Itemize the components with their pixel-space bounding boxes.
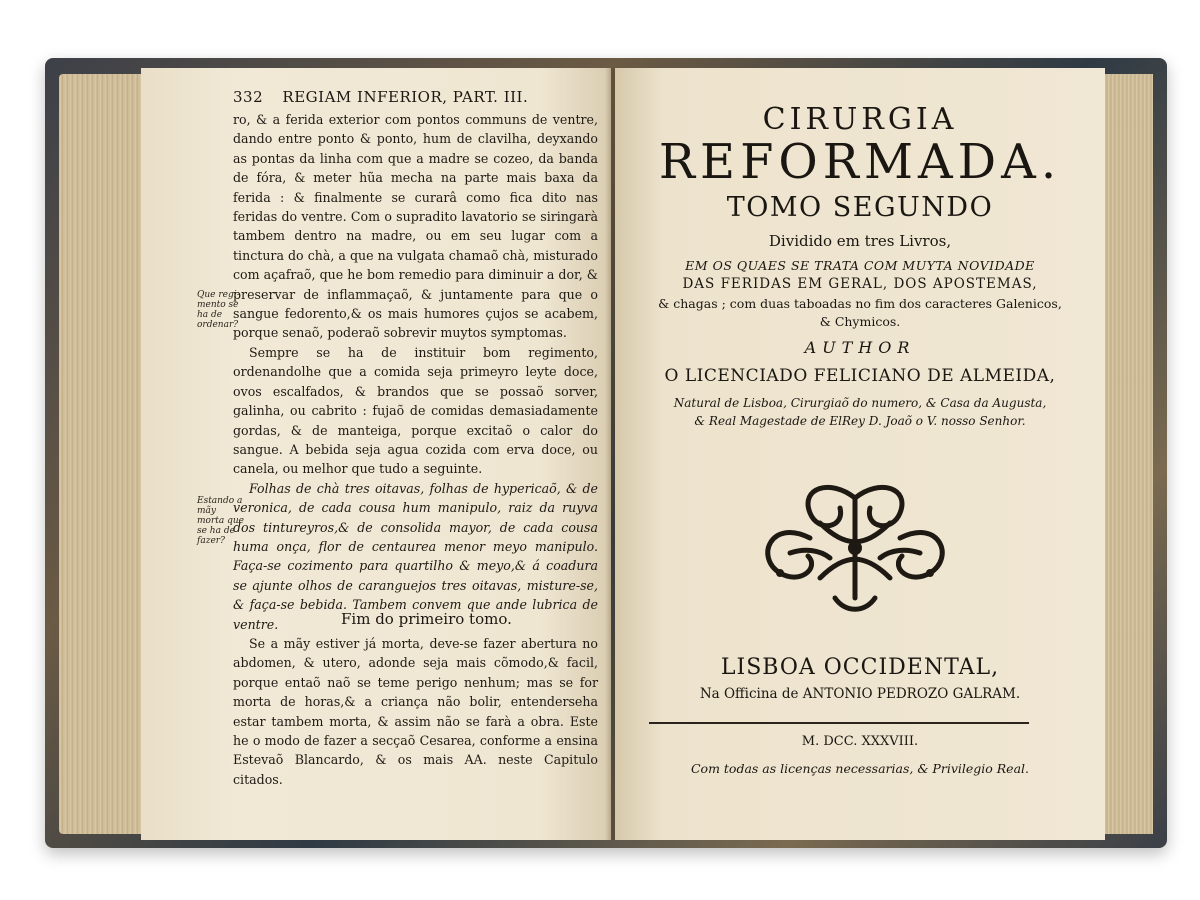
author-description-1: Natural de Lisboa, Cirurgiaõ do numero, & Casa da Augusta,	[673, 396, 1047, 410]
left-page	[141, 68, 611, 840]
paragraph-3: Se a mãy estiver já morta, deve-se fazer abertura no abdomen, & utero, adonde seja mais cõmodo,& facil, porque entaõ naõ se teme perigo nenhum; mas se for morta de horas,& a criança não bolir, entenderseha estar tambem morta, & assim não se farà a obra. Este he o modo de fazer a secçaõ Cesarea, conforme a ensina Estevaõ Blancardo, & os mais AA. neste Capitulo citados.	[233, 635, 598, 787]
paragraph-1: ro, & a ferida exterior com pontos communs de ventre, dando entre ponto & ponto, hum de clavilha, deyxando as pontas da linha com que a madre se cozeo, da banda de fóra, & meter hũa mecha na parte mais baxa da ferida : & finalmente se curarâ como fica dito nas feridas do ventre. Com o supradito lavatorio se siringarà tambem dentro na madre, ou em seu lugar com a tinctura do chà, a que na vulgata chamaõ chà, misturado com açafraõ, que he bom remedio para diminuir a dor, & preservar de inflammaçaõ, & juntamente para que o sangue fedorento,& os mais humores çujos se acabem, porque senaõ, poderaõ sobrevir muytos symptomas.	[233, 112, 598, 341]
imprint-printer: Na Officina de ANTONIO PEDROZO GALRAM.	[699, 686, 1021, 702]
imprint-year: M. DCC. XXXVIII.	[801, 734, 919, 749]
end-of-volume-line: Fim do primeiro tomo.	[341, 610, 512, 628]
body-text	[233, 110, 598, 789]
printers-ornament-icon	[750, 478, 960, 618]
license-line: Com todas as licenças necessarias, & Privilegio Real.	[690, 761, 1030, 776]
author-name: O LICENCIADO FELICIANO DE ALMEIDA,	[664, 366, 1056, 386]
running-head-title: REGIAM INFERIOR, PART. III.	[282, 88, 529, 106]
imprint-place: LISBOA OCCIDENTAL,	[720, 655, 1000, 680]
open-book	[45, 58, 1167, 848]
subtitle-caps: DAS FERIDAS EM GERAL, DOS APOSTEMAS,	[682, 276, 1038, 292]
title-line-1: CIRURGIA	[762, 102, 958, 137]
author-label: AUTHOR	[804, 338, 916, 357]
subtitle-line-3: & chagas ; com duas taboadas no fim dos caracteres Galenicos,	[658, 296, 1062, 311]
title-page	[615, 68, 1105, 840]
divided-line: Dividido em tres Livros,	[768, 232, 952, 250]
volume-label: TOMO SEGUNDO	[726, 192, 994, 223]
page-edges-right	[1105, 74, 1153, 834]
running-head	[233, 88, 611, 106]
imprint-rule	[649, 722, 1029, 724]
page-number: 332	[233, 88, 264, 106]
subtitle-italic: EM OS QUAES SE TRATA COM MUYTA NOVIDADE	[685, 258, 1035, 273]
title-line-2: REFORMADA.	[658, 134, 1062, 190]
margin-note-regimento: Que regi- mento se ha de ordenar?	[197, 290, 240, 330]
subtitle-line-4: & Chymicos.	[819, 314, 901, 329]
paragraph-recipe: Folhas de chà tres oitavas, folhas de hypericaõ, & de veronica, de cada cousa hum manipulo, raiz da ruyva dos tintureyros,& de consolida mayor, de cada cousa huma onça, flor de centaurea menor meyo manipulo. Faça-se cozimento para quartilho & meyo,& á coadura se ajunte olhos de caranguejos tres oitavas, misture-se, & faça-se bebida. Tambem convem que ande lubrica de ventre.	[233, 480, 598, 632]
margin-note-mae-morta: Estando a mãy morta que se ha de fazer?	[197, 496, 244, 546]
paragraph-2: Sempre se ha de instituir bom regimento, ordenandolhe que a comida seja primeyro leyte doce, ovos escalfados, & brandos que se possaõ sorver, galinha, ou cabrito : fujaõ de comidas demasiadamente gordas, & de manteiga, porque excitaõ o calor do sangue. A bebida seja agua cozida com erva doce, ou canela, ou melhor que tudo a seguinte.	[233, 344, 598, 477]
author-description-2: & Real Magestade de ElRey D. Joaõ o V. nosso Senhor.	[694, 414, 1026, 428]
